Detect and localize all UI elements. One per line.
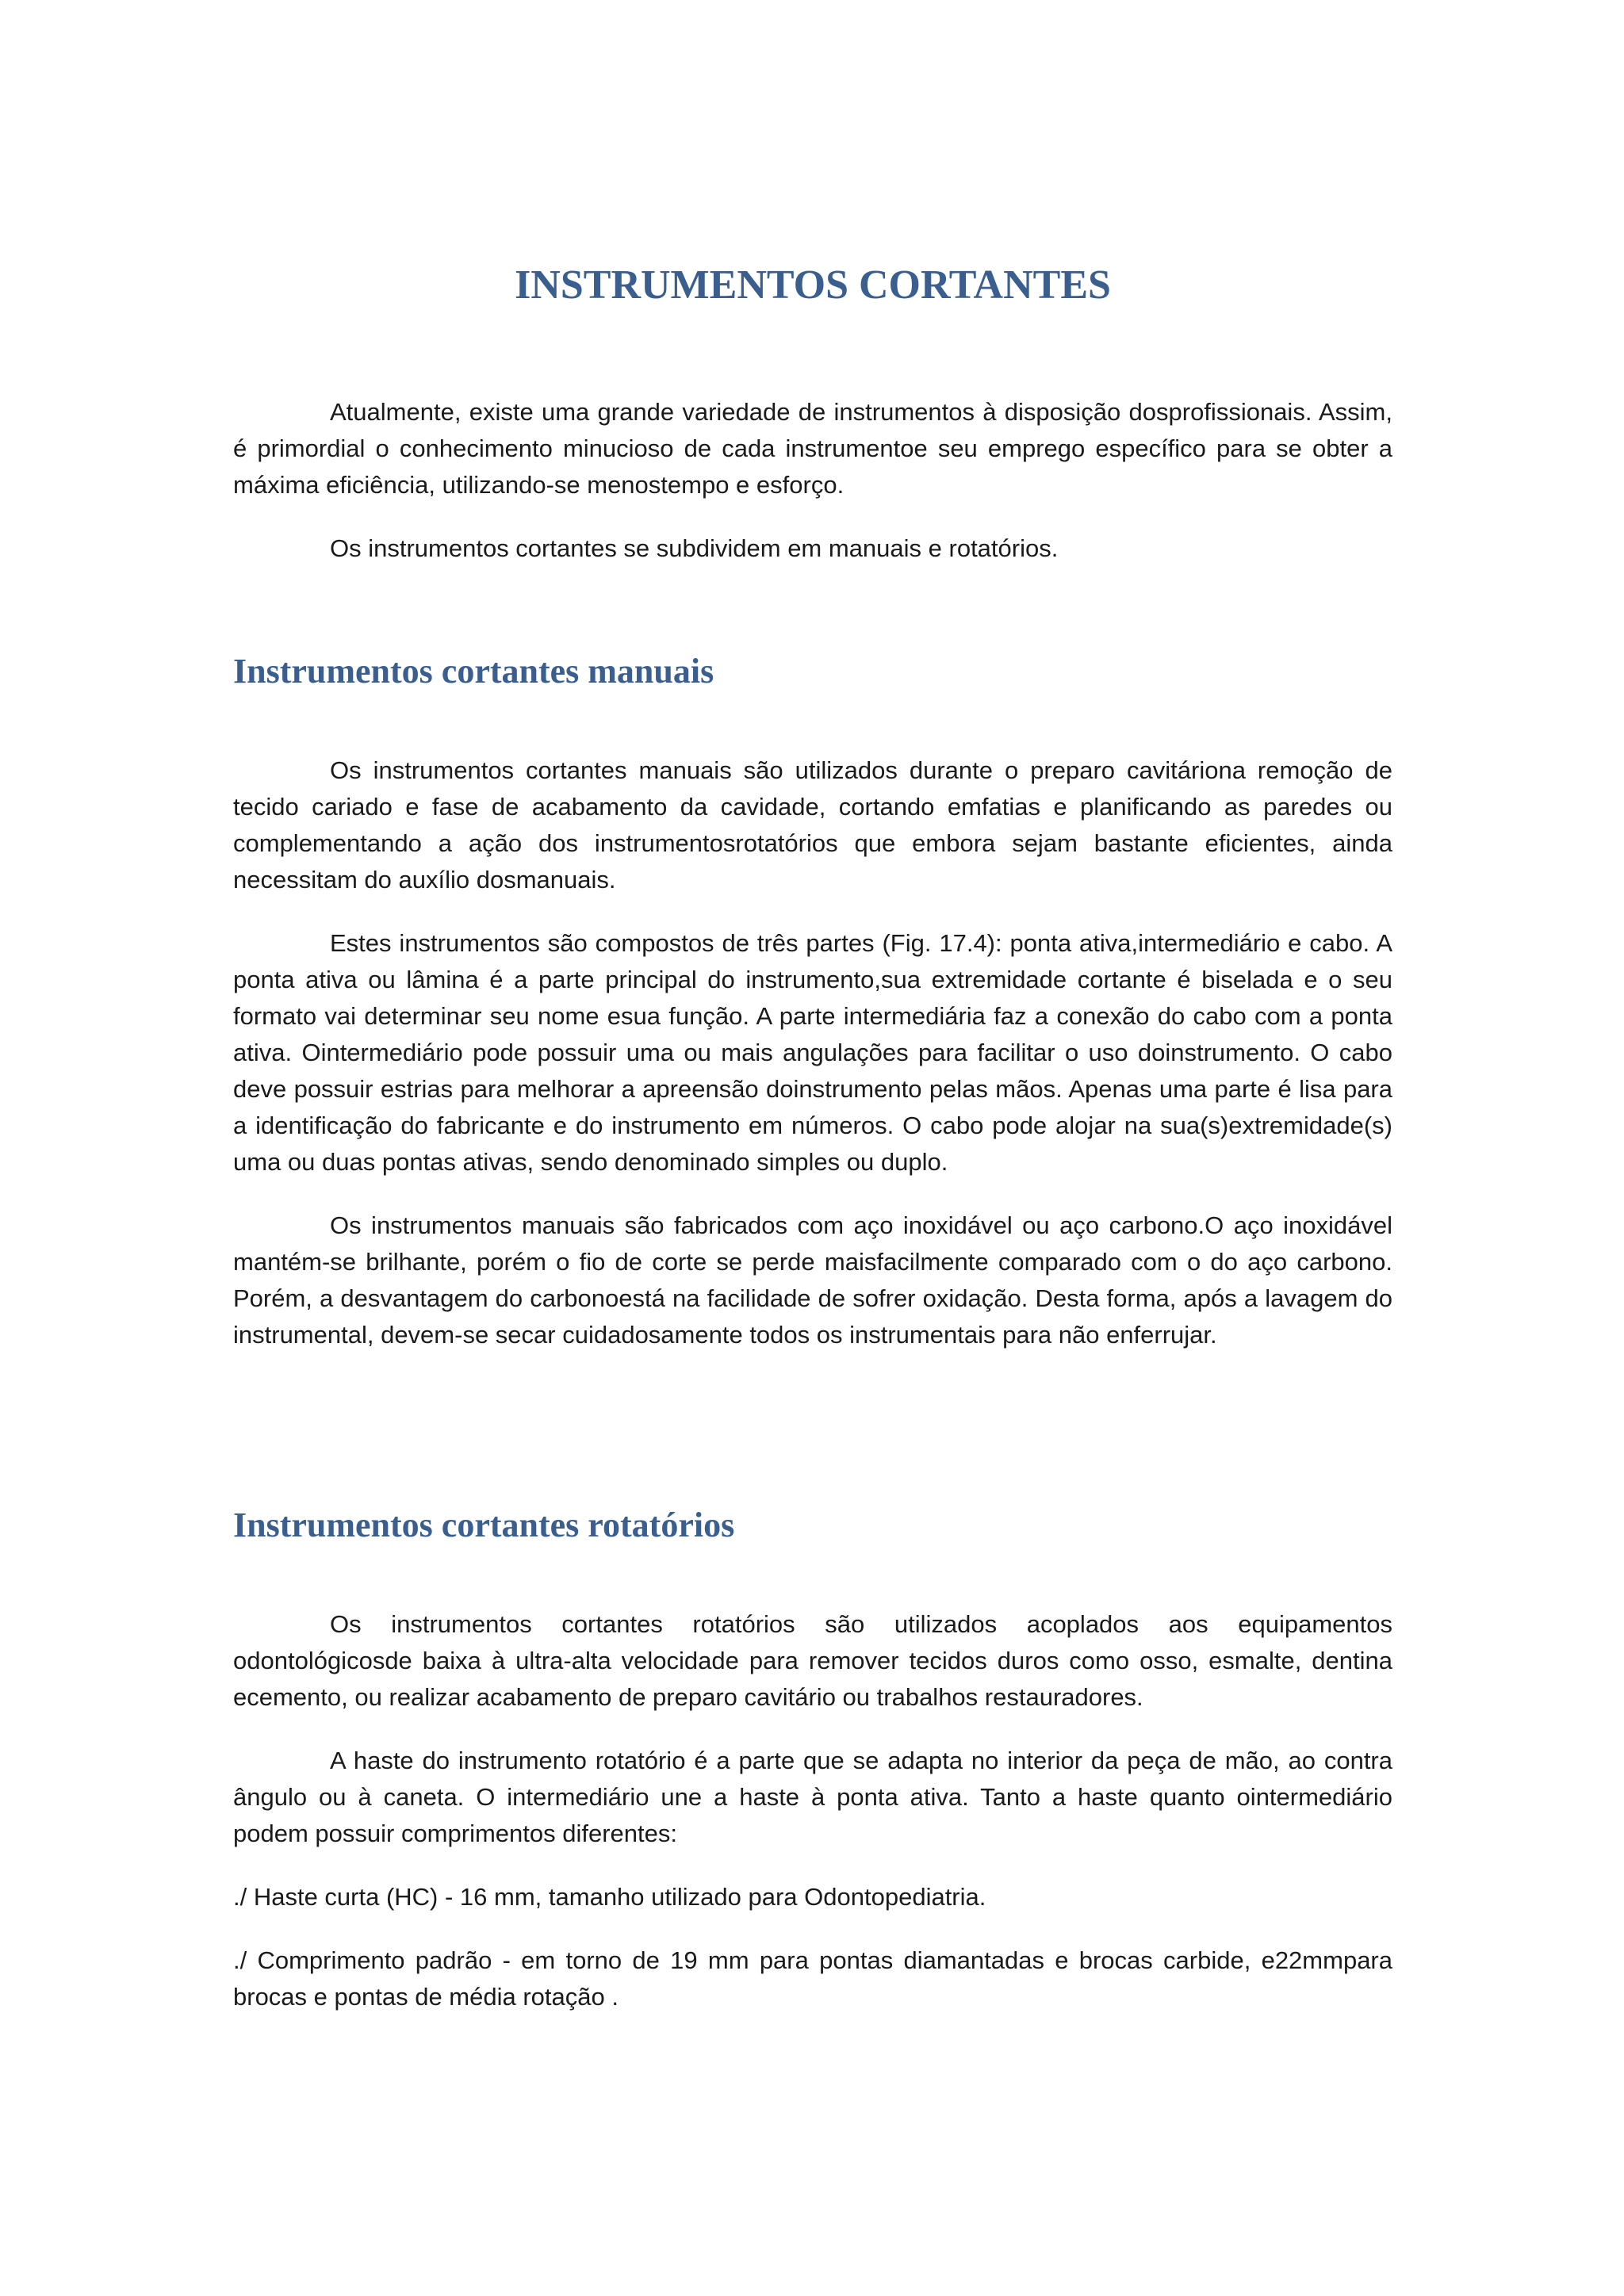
- manual-paragraph-2: Estes instrumentos são compostos de três partes (Fig. 17.4): ponta ativa,intermediário e cabo. A ponta ativa ou lâmina é a parte principal do instrumento,sua extremidade cortante é biselada e o seu formato vai determinar seu nome esua função. A parte intermediária faz a conexão do cabo com a ponta ativa. Ointermediário pode possuir uma ou mais angulações para facilitar o uso doinstrumento. O cabo deve possuir estrias para melhorar a apreensão doinstrumento pelas mãos. Apenas uma parte é lisa para a identificação do fabricante e do instrumento em números. O cabo pode alojar na sua(s)extremidade(s) uma ou duas pontas ativas, sendo denominado simples ou duplo.: [233, 929, 1392, 1176]
- rotary-paragraph-2: A haste do instrumento rotatório é a parte que se adapta no interior da peça de mão, ao contra ângulo ou à caneta. O intermediário une a haste à ponta ativa. Tanto a haste quanto ointermediário podem possuir comprimentos diferentes:: [233, 1747, 1392, 1847]
- rotary-list-item-2: ./ Comprimento padrão - em torno de 19 mm para pontas diamantadas e brocas carbide, e22mmpara brocas e pontas de média rotação .: [233, 1946, 1392, 2011]
- section-heading-manual: Instrumentos cortantes manuais: [233, 652, 714, 691]
- intro-paragraph-1: Atualmente, existe uma grande variedade de instrumentos à disposição dosprofissionais. Assim, é primordial o conhecimento minucioso de cada instrumentoe seu emprego específico para se obter a máxima eficiência, utilizando-se menostempo e esforço.: [233, 398, 1392, 499]
- section-heading-rotary: Instrumentos cortantes rotatórios: [233, 1506, 735, 1544]
- document-title: INSTRUMENTOS CORTANTES: [515, 262, 1111, 308]
- intro-paragraph-2: Os instrumentos cortantes se subdividem em manuais e rotatórios.: [330, 534, 1059, 562]
- document-body: [233, 252, 1392, 2015]
- manual-paragraph-1: Os instrumentos cortantes manuais são utilizados durante o preparo cavitáriona remoção de tecido cariado e fase de acabamento da cavidade, cortando emfatias e planificando as paredes ou complementando a ação dos instrumentosrotatórios que embora sejam bastante eficientes, ainda necessitam do auxílio dosmanuais.: [233, 756, 1392, 894]
- manual-paragraph-3: Os instrumentos manuais são fabricados com aço inoxidável ou aço carbono.O aço inoxidável mantém-se brilhante, porém o fio de corte se perde maisfacilmente comparado com o do aço carbono. Porém, a desvantagem do carbonoestá na facilidade de sofrer oxidação. Desta forma, após a lavagem do instrumental, devem-se secar cuidadosamente todos os instrumentais para não enferrujar.: [233, 1211, 1392, 1349]
- rotary-paragraph-1: Os instrumentos cortantes rotatórios são utilizados acoplados aos equipamentos odontológicosde baixa à ultra-alta velocidade para remover tecidos duros como osso, esmalte, dentina ecemento, ou realizar acabamento de preparo cavitário ou trabalhos restauradores.: [233, 1610, 1392, 1711]
- rotary-list-item-1: ./ Haste curta (HC) - 16 mm, tamanho utilizado para Odontopediatria.: [233, 1883, 986, 1911]
